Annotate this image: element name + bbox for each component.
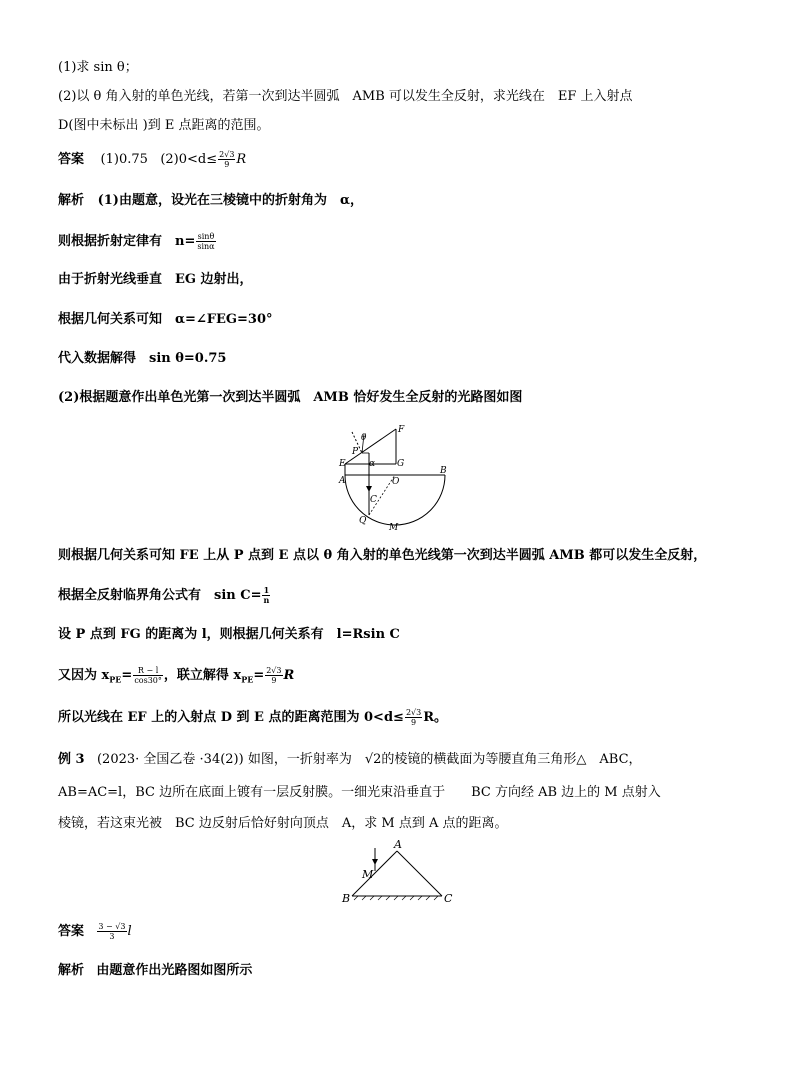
solution2-text: 由题意作出光路图如图所示 <box>96 963 253 978</box>
range-fraction <box>405 708 422 727</box>
solution-line-10 <box>58 666 294 688</box>
solution-l10-pre: 又因为 x <box>58 668 110 683</box>
solution-l10-sub2: PE <box>241 674 254 685</box>
solution-l11-pre: 所以光线在 EF 上的入射点 D 到 E 点的距离范围为 0<d≤ <box>58 710 404 725</box>
answer2-fraction <box>97 922 126 941</box>
solution-l10-mid: ，联立解得 x <box>163 668 242 683</box>
solution-l1: (1)由题意，设光在三棱镜中的折射角为 α， <box>97 193 363 208</box>
critical-num: 1 <box>263 585 270 595</box>
fig1-B: B <box>440 466 447 476</box>
snell-num: sinθ <box>197 232 215 241</box>
answer2-label: 答案 <box>58 924 85 939</box>
example-l1: (2023· 全国乙卷 ·34(2)) 如图，一折射率为 √2的棱镜的横截面为等腰直角三角形△ ABC， <box>96 752 642 767</box>
answer-2 <box>58 922 132 941</box>
fig1-G: G <box>397 459 405 469</box>
fig2-B: B <box>342 892 351 905</box>
solution-2 <box>58 963 252 979</box>
solution-line-8 <box>58 586 271 605</box>
solution-l11-post: R。 <box>423 710 448 725</box>
solution-line-6: (2)根据题意作出单色光第一次到达半圆弧 AMB 恰好发生全反射的光路图如图 <box>58 390 523 405</box>
answer2-den: 3 <box>109 932 115 941</box>
range-num: 2√3 <box>405 708 422 717</box>
range-den: 9 <box>411 718 417 727</box>
question-1: (1)求 sin θ； <box>58 60 138 75</box>
fig1-E: E <box>339 459 346 469</box>
answer2-num: 3 − √3 <box>98 922 126 931</box>
critical-den: n <box>263 595 270 605</box>
solution-l10-eq2: = <box>253 668 265 683</box>
solution-l10-sub: PE <box>109 674 122 685</box>
fig1-alpha: α <box>369 459 376 469</box>
fig1-M: M <box>389 523 399 530</box>
solution-l8-pre: 根据全反射临界角公式有 sin C= <box>58 588 262 603</box>
fig2-M: M <box>362 868 374 881</box>
fig1-C: C <box>370 495 377 505</box>
solution-l10-post: R <box>283 668 295 683</box>
solution-label: 解析 <box>58 193 85 208</box>
question-2-line-2: D(图中未标出 )到 E 点距离的范围。 <box>58 118 270 133</box>
xpe-num-1: R − l <box>133 666 163 676</box>
answer-1 <box>58 150 246 169</box>
answer-part1: (1)0.75 <box>100 152 148 167</box>
example-3-line-1 <box>58 752 642 768</box>
answer-part2: (2)0<d≤ <box>160 152 218 167</box>
fig2-C: C <box>444 892 453 905</box>
snell-fraction <box>196 232 215 251</box>
solution-line-9: 设 P 点到 FG 的距离为 l，则根据几何关系有 l=Rsin C <box>58 627 400 642</box>
solution-line-5: 代入数据解得 sin θ=0.75 <box>58 351 227 366</box>
xpe-num-2: 2√3 <box>266 666 282 675</box>
snell-den: sinα <box>197 242 215 251</box>
example-3-line-3: 棱镜，若这束光被 BC 边反射后恰好射向顶点 A，求 M 点到 A 点的距离。 <box>58 816 508 831</box>
fig1-P: P <box>352 447 359 457</box>
xpe-den-1: cos30° <box>134 676 162 685</box>
fig1-Q: Q <box>359 516 367 526</box>
fig1-F: F <box>398 425 405 435</box>
solution-l10-eq: = <box>121 668 133 683</box>
example-3-line-2: AB=AC=l，BC 边所在底面上镀有一层反射膜。一细光束沿垂直于 BC 方向经 AB 边上的 M 点射入 <box>58 785 661 800</box>
fig1-A: A <box>339 476 346 486</box>
solution-line-1 <box>58 193 363 209</box>
solution-line-3: 由于折射光线垂直 EG 边射出， <box>58 272 253 287</box>
solution-line-7: 则根据几何关系可知 FE 上从 P 点到 E 点以 θ 角入射的单色光线第一次到达半圆弧 AMB 都可以发生全反射， <box>58 548 707 563</box>
solution-line-2 <box>58 232 217 251</box>
answer-frac-num: 2√3 <box>219 150 235 159</box>
answer-frac-den: 9 <box>224 160 230 169</box>
solution-l2-pre: 则根据折射定律有 n= <box>58 234 196 249</box>
xpe-den-2: 9 <box>271 676 277 685</box>
fig1-theta: θ <box>361 433 367 443</box>
example-label: 例 3 <box>58 752 85 767</box>
critical-angle-fraction <box>262 586 270 605</box>
fig1-O: O <box>392 477 400 487</box>
solution2-label: 解析 <box>58 963 85 978</box>
reflective-film-hatch <box>354 896 438 900</box>
answer2-post: l <box>127 924 132 939</box>
solution-line-4: 根据几何关系可知 α=∠FEG=30° <box>58 312 273 327</box>
answer-fraction <box>218 150 235 169</box>
optics-figure-semicircle <box>335 420 480 530</box>
xpe-fraction-1 <box>133 666 163 685</box>
answer-label: 答案 <box>58 152 85 167</box>
prism-figure <box>338 838 458 908</box>
question-2-line-1: (2)以 θ 角入射的单色光线，若第一次到达半圆弧 AMB 可以发生全反射，求光线在 EF 上入射点 <box>58 89 633 104</box>
solution-line-11 <box>58 708 447 727</box>
fig2-A: A <box>394 838 402 851</box>
answer-part2-post: R <box>236 152 247 167</box>
xpe-fraction-2 <box>265 666 282 685</box>
